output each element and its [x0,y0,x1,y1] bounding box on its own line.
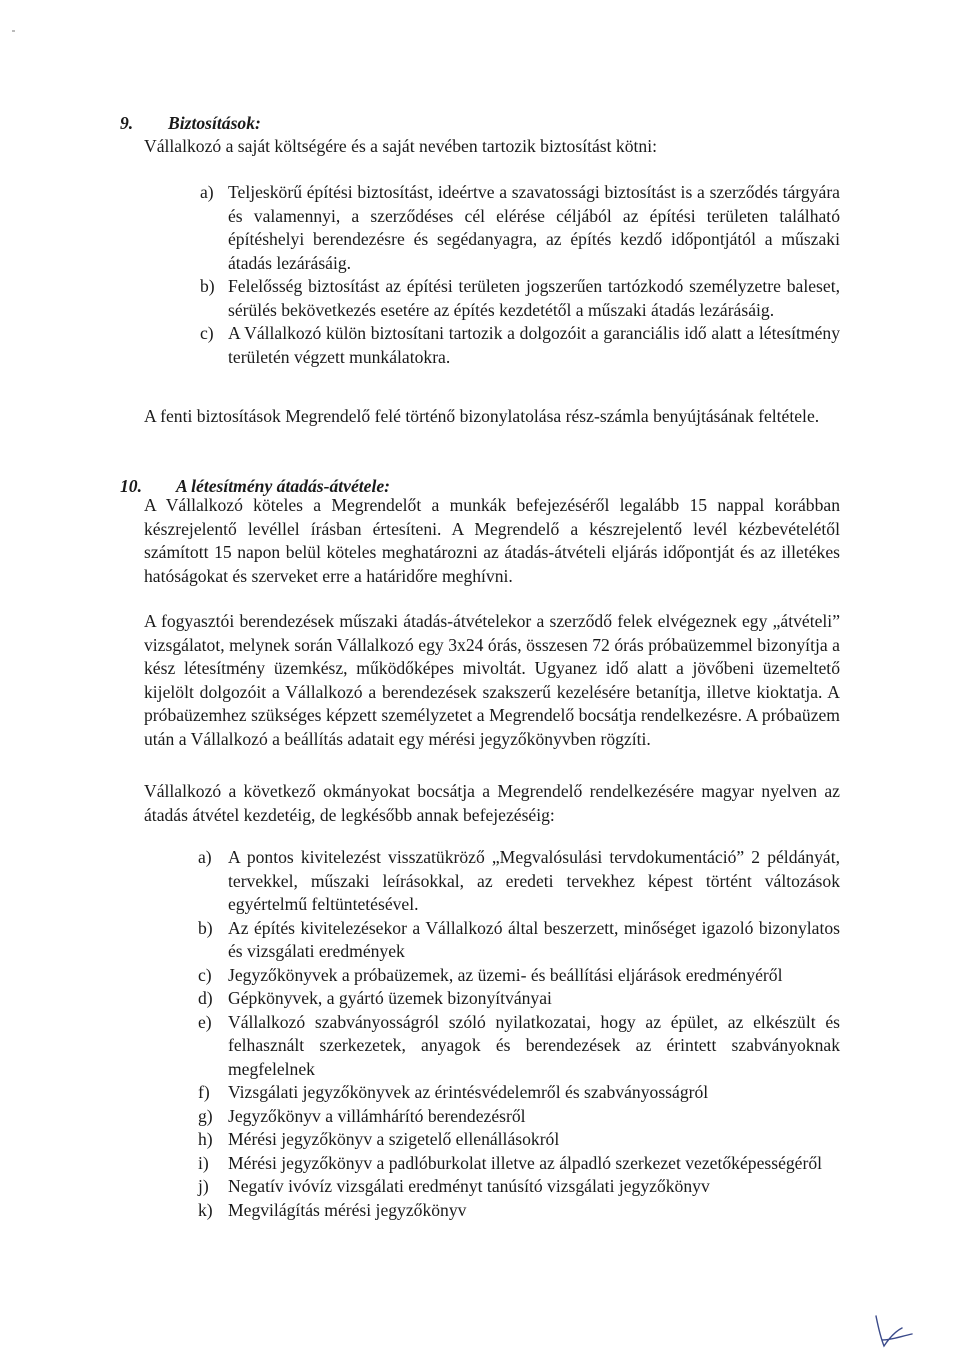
list-marker: a) [200,182,214,202]
list-marker: f) [198,1082,210,1102]
list-item [0,1011,960,1082]
list-marker: c) [200,323,214,343]
list-item [0,1175,960,1199]
list-text: Negatív ivóvíz vizsgálati eredményt tanúsító vizsgálati jegyzőkönyv [228,1176,710,1196]
list-text: Megvilágítás mérési jegyzőkönyv [228,1199,467,1220]
list-item [0,1128,960,1152]
list-text: Gépkönyvek, a gyártó üzemek bizonyítványai [228,988,552,1008]
section-10-paragraph-2: A fogyasztói berendezések műszaki átadás-átvételekor a szerződő felek elvégeznek egy „átvételi” vizsgálatot, melynek során Vállalkozó egy 3x24 órás, összesen 72 órás próbaüzemmel bizonyítja a kész létesítmény üzemkész, működőképes mivoltát. Ugyanez idő alatt a jövőbeni üzemeltető kijelölt dolgozóit a Vállalkozó a berendezések szakszerű kezelésére betanítja, illetve kioktatja. A próbaüzemhez szükséges képzett személyzetet a Megrendelő bocsátja rendelkezésre. A próbaüzem után a Vállalkozó a beállítás adatait egy mérési jegyzőkönyvben rögzíti. [144,611,840,749]
list-marker: a) [198,847,212,867]
list-text: Teljeskörű építési biztosítást, ideértve a szavatossági biztosítást is a szerződés tárgyára és valamennyi, a szerződéses cél elérése céljából az építési területen található építéshelyi berendezésre és segédanyagra, az építés kezdő időpontjától a műszaki átadás lezárásáig. [228,182,840,273]
handwritten-signature [868,1310,918,1352]
list-item [0,181,960,275]
list-text: A Vállalkozó külön biztosítani tartozik a dolgozóit a garanciális idő alatt a létesítmény területén végzett munkálatokra. [228,323,840,367]
scan-speck [12,30,15,32]
list-text: Mérési jegyzőkönyv a padlóburkolat illetve az álpadló szerkezet vezetőképességéről [228,1152,823,1173]
list-item [0,964,960,988]
list-item [0,846,960,917]
list-item [0,275,960,322]
list-item [0,1152,960,1176]
list-item [0,1199,960,1223]
list-item [0,917,960,964]
section-9-number: 9. [120,113,134,133]
section-10-title: A létesítmény átadás-átvétele: [176,476,391,496]
section-9-list [0,181,960,369]
section-9-intro: Vállalkozó a saját költségére és a saját nevében tartozik biztosítást kötni: [144,136,657,156]
list-text: Vállalkozó szabványosságról szóló nyilatkozatai, hogy az épület, az elkészült és felhasznált szerkezetek, anyagok és berendezések az érintett szabványoknak megfelelnek [228,1011,840,1079]
list-marker: b) [198,917,213,938]
list-text: Jegyzőkönyvek a próbaüzemek, az üzemi- és beállítási eljárások eredményéről [228,964,783,985]
list-marker: e) [198,1011,212,1032]
list-marker: g) [198,1105,213,1126]
list-text: Jegyzőkönyv a villámhárító berendezésről [228,1105,526,1126]
list-marker: c) [198,964,212,985]
list-marker: b) [200,276,215,296]
list-item [0,1081,960,1105]
list-marker: k) [198,1199,213,1220]
list-marker: j) [198,1176,209,1196]
section-9-closing: A fenti biztosítások Megrendelő felé történő bizonylatolása rész-számla benyújtásának feltétele. [144,406,820,426]
list-text: Vizsgálati jegyzőkönyvek az érintésvédelemről és szabványosságról [228,1082,709,1102]
list-text: Az építés kivitelezésekor a Vállalkozó által beszerzett, minőséget igazoló bizonylatos és vizsgálati eredmények [228,917,840,961]
section-10-paragraph-3: Vállalkozó a következő okmányokat bocsátja a Megrendelő rendelkezésére magyar nyelven az átadás átvétel kezdetéig, de legkésőbb annak befejezéséig: [144,781,840,825]
section-10-list [0,846,960,1222]
list-text: Felelősség biztosítást az építési területen jogszerűen tartózkodó személyzetre baleset, sérülés bekövetkezés esetére az építés kezdetétől a műszaki átadás lezárásáig. [228,276,840,320]
section-10-number: 10. [120,476,142,496]
list-text: A pontos kivitelezést visszatükröző „Megvalósulási tervdokumentáció” 2 példányát, tervekkel, műszaki leírásokkal, az eredeti tervekhez képest történt változások egyértelmű feltüntetésével. [228,847,840,914]
section-10-paragraph-1: A Vállalkozó köteles a Megrendelőt a munkák befejezéséről legalább 15 nappal korábban készrejelentő levéllel írásban értesíteni. A Megrendelő a készrejelentő levél kézbevételétől számított 15 napon belül köteles meghatározni az átadás-átvételi eljárás időpontját és az illetékes hatóságokat és szerveket erre a határidőre meghívni. [144,495,840,586]
list-marker: i) [198,1152,209,1173]
list-marker: d) [198,988,213,1008]
section-9-title: Biztosítások: [168,113,261,133]
list-item [0,1105,960,1129]
list-marker: h) [198,1129,213,1149]
list-item [0,987,960,1011]
list-text: Mérési jegyzőkönyv a szigetelő ellenállásokról [228,1129,560,1149]
list-item [0,322,960,369]
